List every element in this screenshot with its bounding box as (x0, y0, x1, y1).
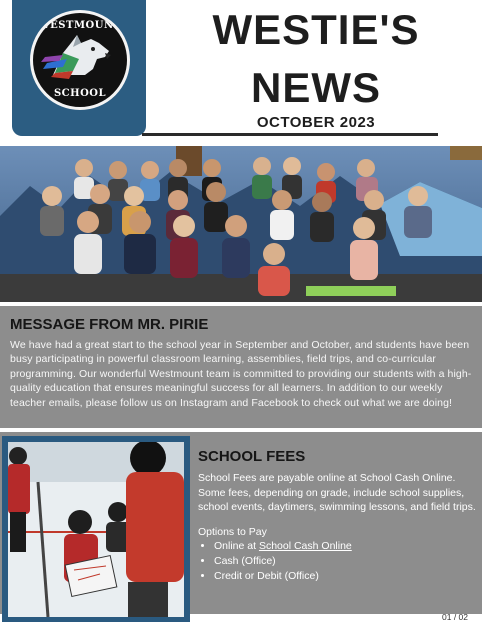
hockey-photo (8, 442, 184, 617)
logo-text-top: WESTMOUNT (38, 20, 122, 31)
fees-title: SCHOOL FEES (198, 448, 306, 465)
newsletter-title-line1: WESTIE'S (212, 6, 420, 53)
hockey-photo-illustration (8, 442, 184, 617)
header-divider (142, 133, 438, 136)
payment-options-list (198, 539, 478, 583)
school-cash-online-link[interactable]: School Cash Online (258, 540, 352, 553)
principal-message-panel (0, 306, 482, 428)
class-group-photo (0, 146, 482, 302)
option-online-prefix: Online at (214, 540, 259, 553)
payment-option-cash: • Cash (Office) (214, 554, 478, 569)
school-logo-box (12, 0, 146, 136)
newsletter-date: OCTOBER 2023 (256, 114, 376, 131)
newsletter-title-line2: NEWS (251, 64, 381, 111)
westmount-school-logo (30, 10, 130, 110)
options-heading: Options to Pay (198, 525, 267, 538)
message-title: MESSAGE FROM MR. PIRIE (10, 316, 209, 333)
school-fees-text (198, 448, 478, 583)
fees-body: School Fees are payable online at School Cash Online. Some fees, depending on grade, include school supplies, school events, daytimers, swimming lessons, and field trips. (198, 472, 476, 514)
class-photo-illustration (0, 146, 482, 302)
page-number: 01 / 02 (442, 612, 468, 622)
payment-option-card: • Credit or Debit (Office) (214, 569, 478, 584)
logo-text-bottom: SCHOOL (53, 88, 107, 99)
payment-option-online (214, 539, 478, 554)
message-body: We have had a great start to the school year in September and October, and students have been busy participating in powerful classroom learning, assemblies, field trips, and co-curricular programming. Our wonderful Westmount team is committed to providing our students with a high-quality education that ensures meaningful success for all learners. In addition to our weekly teacher emails, please follow us on Instagram and Facebook to check out what we are doing! (10, 339, 472, 409)
